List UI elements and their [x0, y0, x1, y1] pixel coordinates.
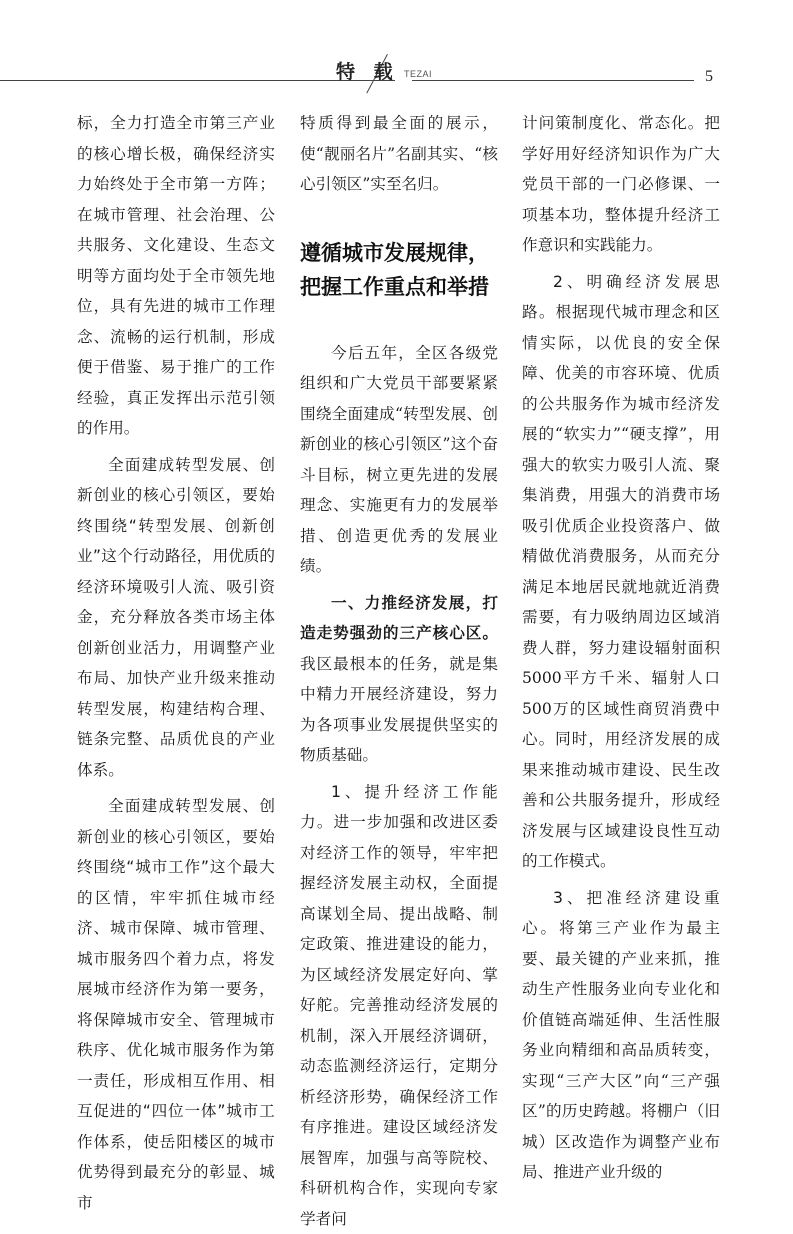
text-column-2: [300, 108, 498, 1234]
paragraph: [522, 883, 720, 1188]
page-header: [0, 0, 793, 100]
paragraph: 计问策制度化、常态化。把学好用好经济知识作为广大党员干部的一门必修课、一项基本功，整体提升经济工作意识和实践能力。: [522, 108, 720, 261]
paragraph-text: 全面建成转型发展、创新创业的核心引领区，: [77, 456, 275, 505]
paragraph: [77, 450, 275, 786]
heading-line: 遵循城市发展规律，: [300, 236, 498, 270]
paragraph: 特质得到最全面的展示，使“靓丽名片”名副其实、“核心引领区”实至名归。: [300, 108, 498, 200]
paragraph-text: 将第三产业作为最主要、最关键的产业来抓，推动生产性服务业向专业化和价值链高端延伸、生活性服务业向精细和高品质转变，实现“三产大区”向“三产强区”的历史跨越。将棚户（旧城）区改造作为调整产业布局、推进产业升级的: [522, 919, 720, 1181]
emphasis-text: 要始终围绕“转型发展、创新创业”这个行动路径，: [77, 486, 275, 565]
header-rule-right: [412, 80, 694, 81]
paragraph: [300, 588, 498, 771]
paragraph-text: 用优质的经济环境吸引人流、吸引资金，充分释放各类市场主体创新创业活力，用调整产业布局、加快产业升级来推动转型发展，构建结构合理、链条完整、品质优良的产业体系。: [77, 547, 275, 779]
section-heading: [300, 236, 498, 304]
subheading-text: 1、提升经济工作能力。: [300, 783, 498, 832]
paragraph-text: 根据现代城市理念和区情实际，以优良的安全保障、优美的市容环境、优质的公共服务作为城市经济发展的“软实力”“硬支撑”，用强大的软实力吸引人流、聚集消费，用强大的消费市场吸引优质企业投资落户、做精做优消费服务，从而充分满足本地居民就地就近消费需要，有力吸纳周边区域消费人群，努力建设辐射面积5000平方千米、辐射人口500万的区域性商贸消费中心。同时，用经济发展的成果来推动城市建设、民生改善和公共服务提升，形成经济发展与区域建设良性互动的工作模式。: [522, 303, 720, 870]
emphasis-text: 要始终围绕“城市工作”这个最大的区情，牢牢抓住城市经济、城市保障、城市管理、城市服务四个着力点，将发展城市经济作为第一要务，将保障城市安全、管理城市秩序、优化城市服务作为第一责任，形成相互作用、相互促进的“四位一体”城市工作体系，使岳阳楼区的城市优势得到最充分的彰显、城市: [77, 828, 275, 1212]
paragraph: 标，全力打造全市第三产业的核心增长极，确保经济实力始终处于全市第一方阵；在城市管理、社会治理、公共服务、文化建设、生态文明等方面均处于全市领先地位，具有先进的城市工作理念、流畅的运行机制，形成便于借鉴、易于推广的工作经验，真正发挥出示范引领的作用。: [77, 108, 275, 444]
subheading-text: 一、力推经济发展，打造走势强劲的三产核心区。: [300, 594, 498, 643]
section-subtitle: TEZAI: [404, 69, 432, 79]
page-number: 5: [705, 68, 713, 86]
paragraph: [77, 791, 275, 1218]
paragraph: [522, 267, 720, 877]
paragraph-text: 全面建成转型发展、创新创业的核心引领区，: [77, 797, 275, 846]
paragraph: 今后五年，全区各级党组织和广大党员干部要紧紧围绕全面建成“转型发展、创新创业的核心引领区”这个奋斗目标，树立更先进的发展理念、实施更有力的发展举措、创造更优秀的发展业绩。: [300, 338, 498, 582]
heading-line: 把握工作重点和举措: [300, 270, 498, 304]
subheading-text: 3、把准经济建设重心。: [522, 889, 720, 938]
section-title: 特 载: [336, 57, 399, 84]
paragraph: [300, 777, 498, 1234]
subheading-text: 2、明确经济发展思路。: [522, 273, 720, 322]
paragraph-text: 进一步加强和改进区委对经济工作的领导，牢牢把握经济发展主动权，全面提高谋划全局、提出战略、制定政策、推进建设的能力，为区域经济发展定好向、掌好舵。完善推动经济发展的机制，深入开展经济调研，动态监测经济运行，定期分析经济形势，确保经济工作有序推进。建设区域经济发展智库，加强与高等院校、科研机构合作，实现向专家学者问: [300, 813, 498, 1228]
text-column-1: [77, 108, 275, 1218]
paragraph-text: 我区最根本的任务，就是集中精力开展经济建设，努力为各项事业发展提供坚实的物质基础。: [300, 655, 498, 765]
text-column-3: [522, 108, 720, 1188]
